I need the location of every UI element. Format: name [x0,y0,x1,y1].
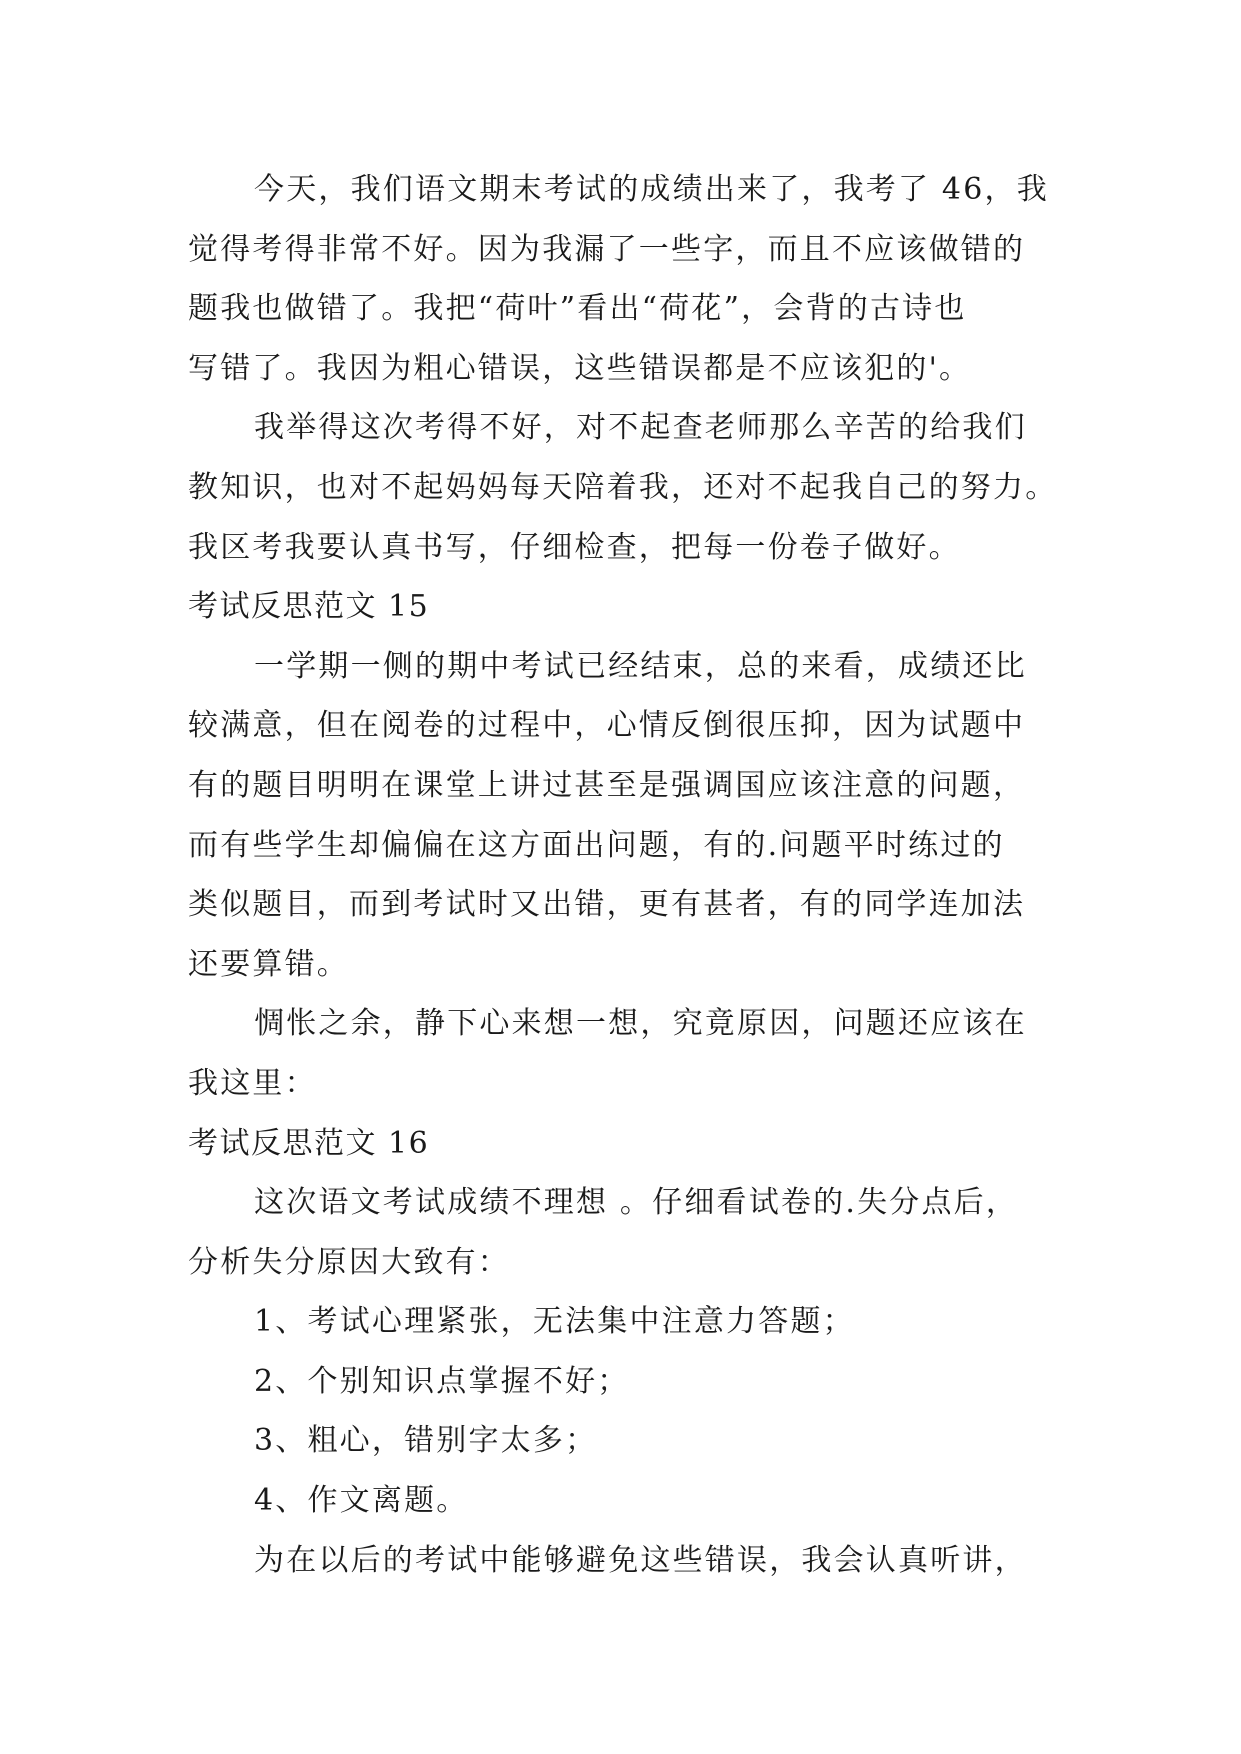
document-body [188,160,1058,1590]
section-heading: 考试反思范文 15 [188,589,430,625]
text-line: 这次语文考试成绩不理想 。仔细看试卷的.失分点后， [254,1185,1019,1221]
list-item: 2、个别知识点掌握不好； [254,1363,630,1399]
text-line: 还要算错。 [188,946,349,982]
text-line: 题我也做错了。我把“荷叶”看出“荷花”，会背的古诗也 [188,291,967,327]
text-line: 教知识，也对不起妈妈每天陪着我，还对不起我自己的努力。 [188,469,1058,505]
list-item: 3、粗心，错别字太多； [254,1423,598,1459]
text-line: 类似题目，而到考试时又出错，更有甚者，有的同学连加法 [188,887,1026,923]
list-item: 4、作文离题。 [254,1483,469,1519]
text-line: 今天，我们语文期末考试的成绩出来了，我考了 46，我 [254,172,1049,207]
text-line: 我区考我要认真书写，仔细检查，把每一份卷子做好。 [188,529,961,565]
text-line: 我举得这次考得不好，对不起查老师那么辛苦的给我们 [254,410,1027,446]
text-line: 而有些学生却偏偏在这方面出问题，有的.问题平时练过的 [188,827,1005,863]
section-heading: 考试反思范文 16 [188,1125,430,1161]
text-line: 我这里： [188,1065,317,1101]
text-line: 惆怅之余，静下心来想一想，究竟原因，问题还应该在 [254,1006,1027,1042]
text-line: 为在以后的考试中能够避免这些错误，我会认真听讲， [254,1542,1027,1578]
text-line: 觉得考得非常不好。因为我漏了一些字，而且不应该做错的 [188,231,1026,267]
list-item: 1、考试心理紧张，无法集中注意力答题； [254,1304,855,1340]
text-line: 分析失分原因大致有： [188,1244,510,1280]
text-line: 写错了。我因为粗心错误，这些错误都是不应该犯的'。 [188,350,972,386]
text-line: 一学期一侧的期中考试已经结束，总的来看，成绩还比 [254,648,1027,684]
text-line: 有的题目明明在课堂上讲过甚至是强调国应该注意的问题， [188,767,1026,803]
text-line: 较满意，但在阅卷的过程中，心情反倒很压抑，因为试题中 [188,708,1026,744]
